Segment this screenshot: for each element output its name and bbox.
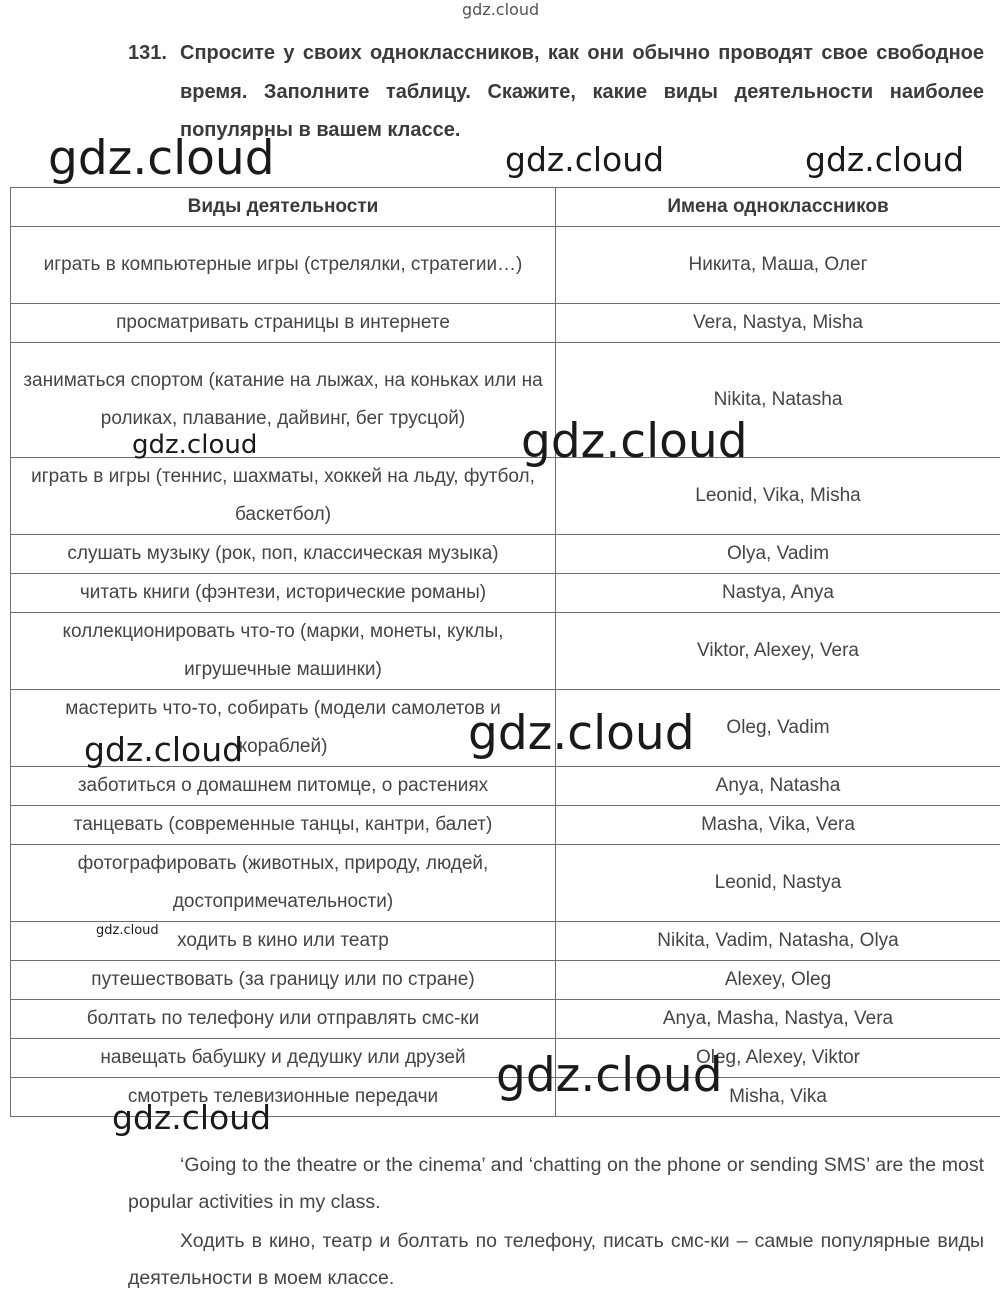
activity-cell: танцевать (современные танцы, кантри, балет) — [11, 806, 556, 845]
table-row — [11, 806, 1000, 845]
names-cell: Oleg, Alexey, Viktor — [556, 1039, 1000, 1078]
names-cell: Anya, Masha, Nastya, Vera — [556, 1000, 1000, 1039]
names-cell: Nikita, Vadim, Natasha, Olya — [556, 922, 1000, 961]
names-cell: Nikita, Natasha — [556, 343, 1000, 458]
names-cell: Leonid, Vika, Misha — [556, 458, 1000, 535]
table-row — [11, 767, 1000, 806]
table-row — [11, 922, 1000, 961]
activity-cell: заниматься спортом (катание на лыжах, на коньках или на роликах, плавание, дайвинг, бег трусцой) — [11, 343, 556, 458]
activity-cell: коллекционировать что-то (марки, монеты, куклы, игрушечные машинки) — [11, 613, 556, 690]
watermark: gdz.cloud — [96, 923, 159, 938]
names-cell: Masha, Vika, Vera — [556, 806, 1000, 845]
table-row — [11, 535, 1000, 574]
table-row — [11, 613, 1000, 690]
watermark: gdz.cloud — [505, 140, 665, 179]
answer-russian-text: Ходить в кино, театр и болтать по телефону, писать смс-ки – самые популярные виды деятельности в моем классе. — [128, 1230, 984, 1289]
table-row — [11, 574, 1000, 613]
table-row — [11, 304, 1000, 343]
header-names: Имена одноклассников — [556, 188, 1000, 227]
activity-cell: играть в игры (теннис, шахматы, хоккей на льду, футбол, баскетбол) — [11, 458, 556, 535]
watermark: gdz.cloud — [468, 706, 695, 761]
names-cell: Vera, Nastya, Misha — [556, 304, 1000, 343]
activity-cell: навещать бабушку и дедушку или друзей — [11, 1039, 556, 1078]
table-row — [11, 845, 1000, 922]
watermark: gdz.cloud — [48, 131, 275, 186]
activity-cell: болтать по телефону или отправлять смс-ки — [11, 1000, 556, 1039]
watermark: gdz.cloud — [805, 140, 965, 179]
table-row — [11, 227, 1000, 304]
names-cell: Misha, Vika — [556, 1078, 1000, 1117]
activity-cell: мастерить что-то, собирать (модели самолетов и кораблей) — [11, 690, 556, 767]
names-cell: Никита, Маша, Олег — [556, 227, 1000, 304]
activity-cell: смотреть телевизионные передачи — [11, 1078, 556, 1117]
activity-cell: читать книги (фэнтези, исторические романы) — [11, 574, 556, 613]
activity-cell: слушать музыку (рок, поп, классическая музыка) — [11, 535, 556, 574]
activities-table — [10, 187, 1000, 1117]
watermark-top: gdz.cloud — [462, 0, 540, 19]
table-header-row — [11, 188, 1000, 227]
names-cell: Anya, Natasha — [556, 767, 1000, 806]
names-cell: Viktor, Alexey, Vera — [556, 613, 1000, 690]
watermark: gdz.cloud — [132, 430, 258, 460]
answer-english-text: ‘Going to the theatre or the cinema’ and ‘chatting on the phone or sending SMS’ are the most popular activities in my class. — [128, 1154, 984, 1213]
names-cell: Olya, Vadim — [556, 535, 1000, 574]
watermark: gdz.cloud — [84, 730, 244, 769]
table-row — [11, 1000, 1000, 1039]
names-cell: Nastya, Anya — [556, 574, 1000, 613]
header-activities: Виды деятельности — [11, 188, 556, 227]
activity-cell: ходить в кино или театр — [11, 922, 556, 961]
watermark: gdz.cloud — [496, 1048, 723, 1103]
activity-cell: путешествовать (за границу или по стране) — [11, 961, 556, 1000]
names-cell: Oleg, Vadim — [556, 690, 1000, 767]
activity-cell: фотографировать (животных, природу, людей, достопримечательности) — [11, 845, 556, 922]
names-cell: Leonid, Nastya — [556, 845, 1000, 922]
answer-english — [128, 1147, 984, 1221]
task-number: 131. — [128, 42, 167, 64]
table-row — [11, 961, 1000, 1000]
names-cell: Alexey, Oleg — [556, 961, 1000, 1000]
watermark: gdz.cloud — [521, 414, 748, 469]
activity-cell: заботиться о домашнем питомце, о растениях — [11, 767, 556, 806]
table-row — [11, 458, 1000, 535]
watermark: gdz.cloud — [112, 1098, 272, 1137]
activity-cell: просматривать страницы в интернете — [11, 304, 556, 343]
task-text: Спросите у своих одноклассников, как они обычно проводят свое свободное время. Заполните таблицу. Скажите, какие виды деятельности наиболее популярны в вашем классе. — [180, 42, 984, 141]
answer-russian — [128, 1223, 984, 1297]
activity-cell: играть в компьютерные игры (стрелялки, стратегии…) — [11, 227, 556, 304]
